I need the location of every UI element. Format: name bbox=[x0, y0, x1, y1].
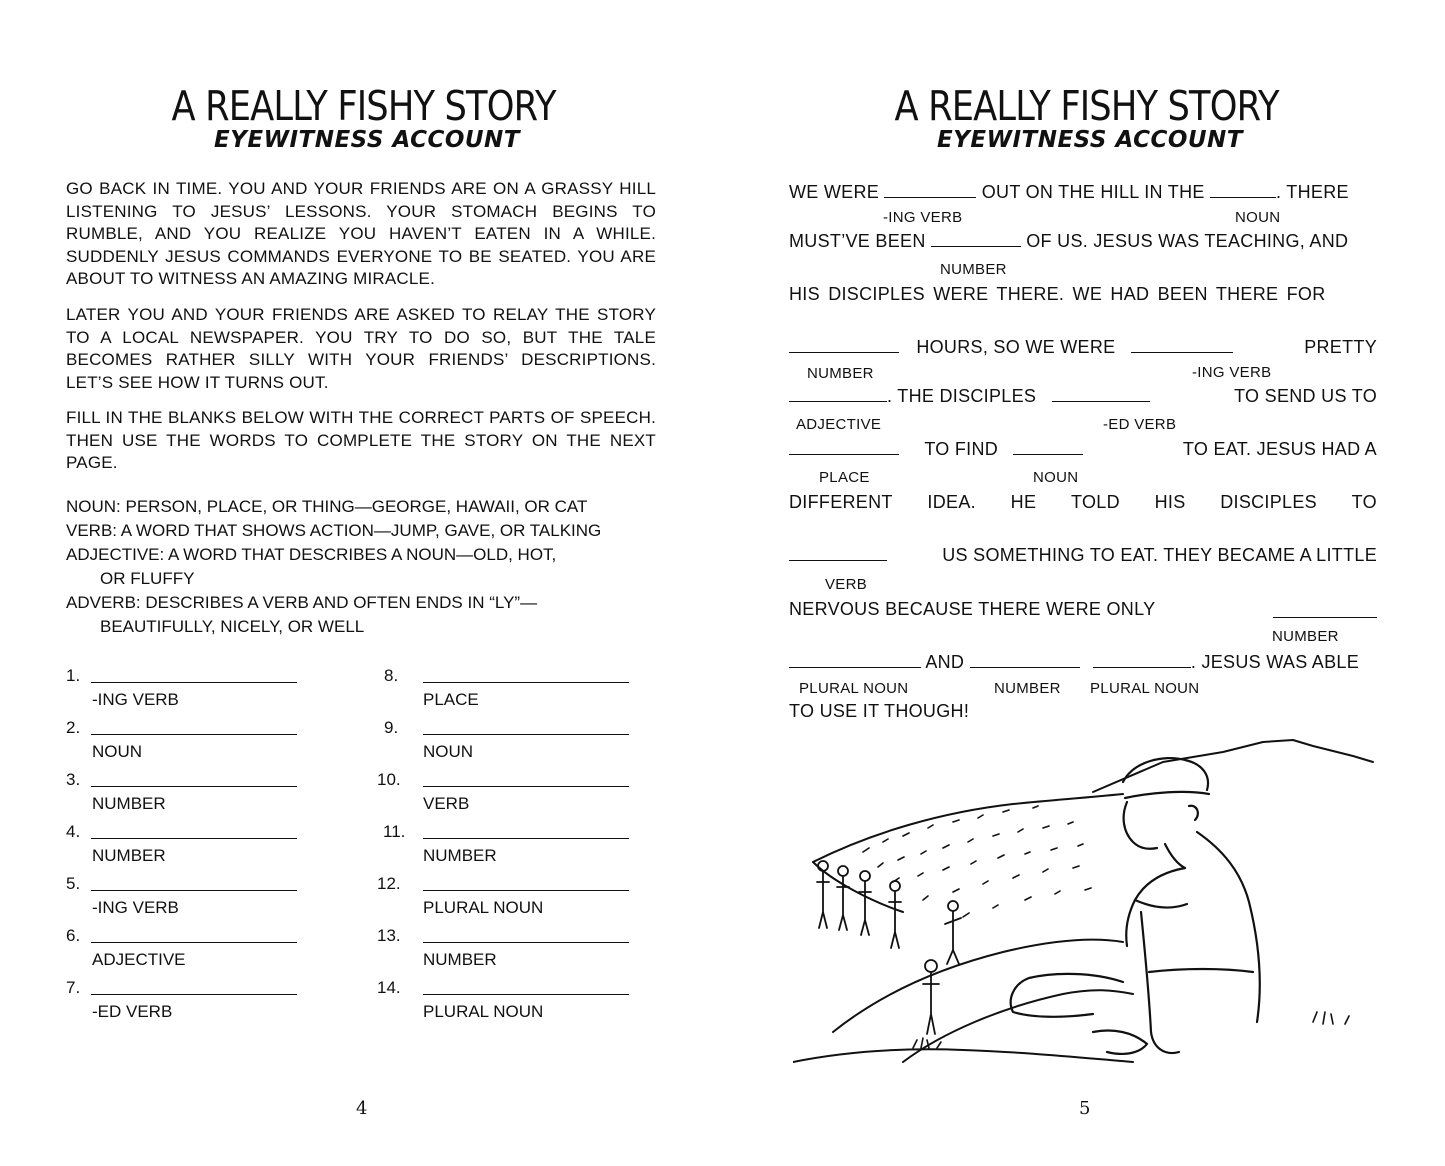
definition-verb: VERB: A WORD THAT SHOWS ACTION—JUMP, GAVE, OR TALKING bbox=[66, 521, 602, 540]
story-word: DIFFERENT bbox=[789, 492, 893, 512]
blank-label: NUMBER bbox=[92, 794, 166, 813]
blank-label: VERB bbox=[423, 794, 470, 813]
newspaper-paragraph: LATER YOU AND YOUR FRIENDS ARE ASKED TO RELAY THE STORY TO A LOCAL NEWSPAPER. YOU TRY TO DO SO, BUT THE TALE BECOMES RATHER SILLY WITH YOUR FRIENDS’ DESCRIPTIONS. LET’S SEE HOW IT TURNS OUT. bbox=[66, 305, 656, 392]
blank-item[interactable] bbox=[384, 666, 644, 718]
blank-item[interactable] bbox=[66, 822, 326, 874]
story-blank[interactable] bbox=[1210, 182, 1276, 198]
boy-watching-crowd-illustration bbox=[793, 732, 1379, 1072]
boy-figure bbox=[1011, 758, 1260, 1054]
story-fragment: AND bbox=[925, 652, 965, 672]
boy-leg bbox=[1011, 974, 1123, 1017]
blank-label: PLURAL NOUN bbox=[423, 1002, 544, 1021]
story-blank-label: NUMBER bbox=[807, 365, 874, 382]
boy-back bbox=[1197, 832, 1260, 1022]
definition-adverb: ADVERB: DESCRIBES A VERB AND OFTEN ENDS IN “LY”— bbox=[66, 593, 538, 612]
mountain-ridge bbox=[1093, 740, 1373, 792]
blank-number: 4. bbox=[66, 822, 81, 841]
story-fragment: OF US. JESUS WAS TEACHING, AND bbox=[1026, 231, 1349, 251]
boy-ear bbox=[1189, 806, 1198, 820]
boy-neck bbox=[1165, 844, 1185, 868]
story-blank[interactable] bbox=[931, 231, 1021, 247]
blank-item[interactable] bbox=[66, 874, 326, 926]
story-blank[interactable] bbox=[884, 182, 976, 198]
blank-line[interactable] bbox=[91, 786, 297, 787]
blank-label: PLURAL NOUN bbox=[423, 898, 544, 917]
blank-line[interactable] bbox=[91, 838, 297, 839]
story-blank-label: NOUN bbox=[1033, 469, 1079, 486]
left-page-subtitle: EYEWITNESS ACCOUNT bbox=[214, 127, 520, 153]
blank-item[interactable] bbox=[66, 666, 326, 718]
story-word: IDEA. bbox=[927, 492, 976, 512]
boy-hand bbox=[1093, 1031, 1147, 1054]
boy-headband bbox=[1125, 792, 1209, 798]
intro-paragraph: GO BACK IN TIME. YOU AND YOUR FRIENDS ARE ON A GRASSY HILL LISTENING TO JESUS’ LESSONS. YOUR STOMACH BEGINS TO RUMBLE, AND YOU REALIZE YOU HAVEN’T EATEN IN A WHILE. SUDDENLY JESUS COMMANDS EVERYONE TO BE SEATED. YOU ARE ABOUT TO WITNESS AN AMAZING MIRACLE. bbox=[66, 179, 656, 288]
story-line bbox=[789, 386, 1377, 407]
blank-label: NUMBER bbox=[423, 950, 497, 969]
crowd-marks bbox=[863, 806, 1091, 917]
story-fragment: TO FIND bbox=[924, 439, 999, 459]
blank-item[interactable] bbox=[66, 770, 326, 822]
story-fragment: NERVOUS BECAUSE THERE WERE ONLY bbox=[789, 599, 1156, 619]
right-page-subtitle: EYEWITNESS ACCOUNT bbox=[937, 127, 1243, 153]
story-fragment: . JESUS WAS ABLE bbox=[1190, 652, 1360, 672]
blank-label: -ED VERB bbox=[92, 1002, 173, 1021]
blank-label: NOUN bbox=[92, 742, 143, 761]
road-edge-2 bbox=[903, 990, 1133, 1062]
story-fragment: PRETTY bbox=[1304, 337, 1377, 357]
blank-line[interactable] bbox=[91, 942, 297, 943]
blank-item[interactable] bbox=[66, 926, 326, 978]
blank-item[interactable] bbox=[377, 874, 637, 926]
blank-item[interactable] bbox=[377, 770, 637, 822]
story-blank[interactable] bbox=[1013, 439, 1083, 455]
boy-face bbox=[1124, 802, 1157, 849]
hill-outline bbox=[813, 794, 1123, 862]
blank-line[interactable] bbox=[423, 994, 629, 995]
story-line bbox=[789, 182, 1377, 203]
story-blank[interactable] bbox=[789, 545, 887, 561]
instructions-paragraph: FILL IN THE BLANKS BELOW WITH THE CORRECT PARTS OF SPEECH. THEN USE THE WORDS TO COMPLETE THE STORY ON THE NEXT PAGE. bbox=[66, 408, 656, 472]
blank-item[interactable] bbox=[383, 822, 643, 874]
blank-item[interactable] bbox=[66, 978, 326, 1030]
definition-adverb-cont: BEAUTIFULLY, NICELY, OR WELL bbox=[100, 617, 365, 636]
left-page-title: A REALLY FISHY STORY bbox=[171, 82, 556, 130]
story-word: DISCIPLES bbox=[1220, 492, 1317, 512]
blank-label: NOUN bbox=[423, 742, 474, 761]
blank-number: 6. bbox=[66, 926, 81, 945]
story-fragment: US SOMETHING TO EAT. THEY BECAME A LITTLE bbox=[942, 545, 1377, 565]
definition-adjective: ADJECTIVE: A WORD THAT DESCRIBES A NOUN—OLD, HOT, bbox=[66, 545, 557, 564]
story-blank-label: VERB bbox=[825, 576, 868, 593]
right-page-title: A REALLY FISHY STORY bbox=[894, 82, 1279, 130]
grass-tuft bbox=[1313, 1012, 1349, 1024]
blank-number: 7. bbox=[66, 978, 81, 997]
story-fragment: . THE DISCIPLES bbox=[887, 386, 1037, 406]
blank-item[interactable] bbox=[66, 718, 326, 770]
story-line bbox=[789, 492, 1377, 513]
story-line bbox=[789, 652, 1377, 673]
story-fragment: TO SEND US TO bbox=[1234, 386, 1377, 406]
blank-label: NUMBER bbox=[92, 846, 166, 865]
blank-line[interactable] bbox=[423, 786, 629, 787]
story-word: TOLD bbox=[1070, 492, 1120, 512]
blank-line[interactable] bbox=[423, 890, 629, 891]
page-number: 5 bbox=[1079, 1098, 1091, 1119]
blank-line[interactable] bbox=[91, 682, 297, 683]
story-fragment: . THERE bbox=[1276, 182, 1349, 202]
story-word: HIS bbox=[1154, 492, 1186, 512]
blank-line[interactable] bbox=[91, 734, 297, 735]
story-word: TO bbox=[1351, 492, 1377, 512]
story-blank-label: NUMBER bbox=[940, 261, 1007, 278]
story-blank[interactable] bbox=[970, 652, 1080, 668]
story-blank-label: PLURAL NOUN bbox=[799, 680, 909, 697]
blank-number: 3. bbox=[66, 770, 81, 789]
right-page bbox=[723, 0, 1445, 1166]
blank-number: 5. bbox=[66, 874, 81, 893]
story-line: HIS DISCIPLES WERE THERE. WE HAD BEEN THERE FOR bbox=[789, 284, 1326, 304]
definition-noun: NOUN: PERSON, PLACE, OR THING—GEORGE, HAWAII, OR CAT bbox=[66, 497, 588, 516]
story-fragment: HOURS, SO WE WERE bbox=[916, 337, 1116, 357]
blank-label: -ING VERB bbox=[92, 898, 179, 917]
story-blank-label: -ED VERB bbox=[1103, 416, 1177, 433]
story-fragment: TO EAT. JESUS HAD A bbox=[1182, 439, 1377, 459]
story-blank-label: PLURAL NOUN bbox=[1090, 680, 1200, 697]
story-blank-label: -ING VERB bbox=[1192, 364, 1272, 381]
boy-belt bbox=[1149, 969, 1253, 972]
story-blank-label: NUMBER bbox=[994, 680, 1061, 697]
story-fragment: OUT ON THE HILL IN THE bbox=[981, 182, 1205, 202]
story-blank[interactable] bbox=[789, 652, 921, 668]
story-line bbox=[789, 599, 1377, 620]
story-blank[interactable] bbox=[1052, 386, 1150, 402]
blank-line[interactable] bbox=[423, 734, 629, 735]
blank-line[interactable] bbox=[91, 890, 297, 891]
story-blank-label: PLACE bbox=[819, 469, 870, 486]
story-blank[interactable] bbox=[789, 386, 887, 402]
blank-number: 13. bbox=[377, 926, 401, 945]
page-number: 4 bbox=[356, 1098, 368, 1119]
blank-line[interactable] bbox=[91, 994, 297, 995]
blank-number: 8. bbox=[384, 666, 399, 685]
blank-number: 2. bbox=[66, 718, 81, 737]
blank-number: 1. bbox=[66, 666, 81, 685]
definitions-list bbox=[66, 495, 666, 639]
blank-line[interactable] bbox=[423, 942, 629, 943]
story-line bbox=[789, 337, 1377, 358]
story-blank-label: -ING VERB bbox=[883, 209, 963, 226]
blank-number: 10. bbox=[377, 770, 401, 789]
blank-label: ADJECTIVE bbox=[92, 950, 186, 969]
story-fragment: MUST’VE BEEN bbox=[789, 231, 926, 251]
story-blank-label: NUMBER bbox=[1272, 628, 1339, 645]
blank-number: 12. bbox=[377, 874, 401, 893]
story-blank[interactable] bbox=[1093, 652, 1191, 668]
story-blank[interactable] bbox=[1273, 602, 1377, 618]
story-word: HE bbox=[1010, 492, 1037, 512]
story-line: TO USE IT THOUGH! bbox=[789, 701, 970, 721]
definition-adjective-cont: OR FLUFFY bbox=[100, 569, 195, 588]
blank-item[interactable] bbox=[384, 718, 644, 770]
blank-label: -ING VERB bbox=[92, 690, 179, 709]
blank-number: 11. bbox=[383, 822, 406, 841]
story-line bbox=[789, 231, 1377, 252]
blank-line[interactable] bbox=[423, 682, 629, 683]
story-blank[interactable] bbox=[789, 439, 899, 455]
blank-item[interactable] bbox=[377, 978, 637, 1030]
story-fragment: WE WERE bbox=[789, 182, 880, 202]
blank-number: 14. bbox=[377, 978, 401, 997]
boy-sleeve bbox=[1135, 900, 1187, 907]
blank-item[interactable] bbox=[377, 926, 637, 978]
story-line bbox=[789, 545, 1377, 566]
blank-line[interactable] bbox=[423, 838, 629, 839]
story-line bbox=[789, 439, 1377, 460]
road-edge bbox=[833, 940, 1123, 1032]
foreground-hill bbox=[793, 1049, 1133, 1062]
blank-label: PLACE bbox=[423, 690, 479, 709]
boy-arm bbox=[1141, 912, 1179, 1053]
blank-number: 9. bbox=[384, 718, 399, 737]
story-blank-label: NOUN bbox=[1235, 209, 1281, 226]
story-blank[interactable] bbox=[1131, 337, 1233, 353]
left-page bbox=[0, 0, 722, 1166]
standing-figures bbox=[817, 861, 961, 1034]
story-blank[interactable] bbox=[789, 337, 899, 353]
blank-label: NUMBER bbox=[423, 846, 497, 865]
story-blank-label: ADJECTIVE bbox=[796, 416, 882, 433]
